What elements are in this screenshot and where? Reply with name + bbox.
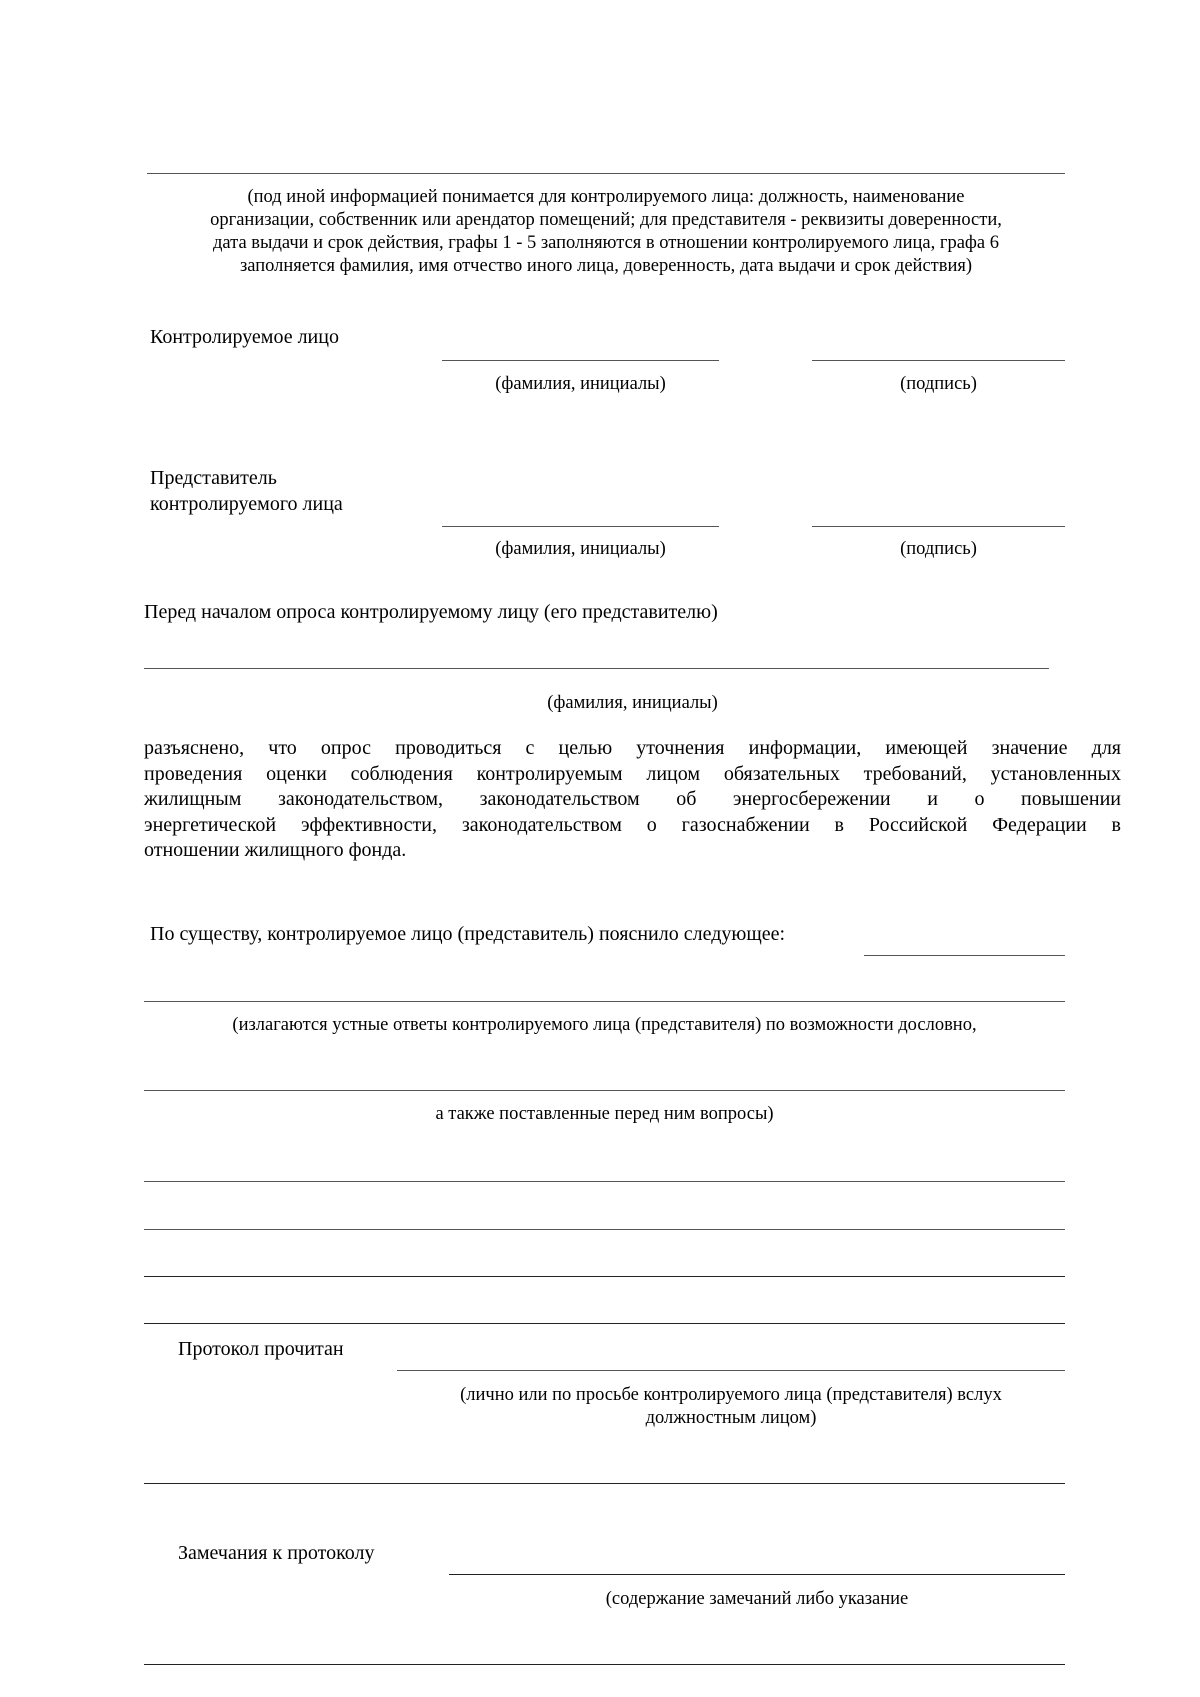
answers-line-field[interactable]	[144, 1229, 1065, 1230]
intro-note-line: заполняется фамилия, имя отчество иного лица, доверенность, дата выдачи и срок действия)	[239, 256, 973, 276]
controlled-person-signature-caption: (подпись)	[900, 374, 977, 394]
protocol-read-line-field[interactable]	[144, 1483, 1065, 1484]
representative-signature-caption: (подпись)	[900, 539, 977, 559]
protocol-read-caption-line: (лично или по просьбе контролируемого лица (представителя) вслух	[460, 1385, 1002, 1405]
controlled-person-signature-field[interactable]	[812, 360, 1065, 361]
remarks-field[interactable]	[449, 1574, 1065, 1575]
remarks-line-field[interactable]	[144, 1664, 1065, 1665]
remarks-caption: (содержание замечаний либо указание	[605, 1589, 909, 1609]
representative-name-field[interactable]	[442, 526, 719, 527]
answers-line-field[interactable]	[144, 1323, 1065, 1324]
explanation-paragraph	[144, 736, 1121, 864]
intro-note-line: организации, собственник или арендатор помещений; для представителя - реквизиты доверенности,	[210, 210, 1002, 230]
controlled-person-name-caption: (фамилия, инициалы)	[495, 374, 666, 394]
answers-label: По существу, контролируемое лицо (представитель) пояснило следующее:	[150, 923, 786, 945]
answers-line-field[interactable]	[144, 1001, 1065, 1002]
top-rule	[147, 173, 1065, 174]
protocol-read-caption	[397, 1384, 1065, 1430]
representative-name-caption: (фамилия, инициалы)	[495, 539, 666, 559]
answers-first-line-field[interactable]	[864, 955, 1065, 956]
controlled-person-label: Контролируемое лицо	[150, 326, 339, 348]
controlled-person-name-field[interactable]	[442, 360, 719, 361]
answers-caption-line2: а также поставленные перед ним вопросы)	[435, 1104, 774, 1124]
explanation-line: разъяснено, что опрос проводиться с целью уточнения информации, имеющей значение для	[144, 737, 1121, 759]
before-survey-text: Перед началом опроса контролируемому лицу (его представителю)	[144, 601, 718, 623]
answers-line-field[interactable]	[144, 1181, 1065, 1182]
answers-caption-line1: (излагаются устные ответы контролируемого лица (представителя) по возможности дословно,	[232, 1015, 977, 1035]
answers-line-field[interactable]	[144, 1276, 1065, 1277]
explanation-line: энергетической эффективности, законодательством о газоснабжении в Российской Федерации в	[144, 813, 1121, 836]
representative-label-line: Представитель	[150, 467, 277, 489]
representative-label	[150, 466, 343, 516]
protocol-read-label: Протокол прочитан	[178, 1338, 344, 1360]
representative-signature-field[interactable]	[812, 526, 1065, 527]
answers-line-field[interactable]	[144, 1090, 1065, 1091]
intro-note-line: дата выдачи и срок действия, графы 1 - 5 заполняются в отношении контролируемого лица, графа 6	[213, 233, 999, 253]
protocol-read-field[interactable]	[397, 1370, 1065, 1371]
remarks-label: Замечания к протоколу	[178, 1542, 375, 1564]
protocol-read-caption-line: должностным лицом)	[645, 1408, 817, 1428]
explanation-line: отношении жилищного фонда.	[144, 839, 407, 861]
intro-note	[147, 186, 1065, 278]
explanation-line: проведения оценки соблюдения контролируемым лицом обязательных требований, установленных	[144, 762, 1121, 785]
before-survey-name-caption: (фамилия, инициалы)	[547, 693, 718, 713]
intro-note-line: (под иной информацией понимается для контролируемого лица: должность, наименование	[247, 187, 965, 207]
representative-label-line: контролируемого лица	[150, 493, 343, 515]
explanation-line: жилищным законодательством, законодательством об энергосбережении и о повышении	[144, 788, 1121, 810]
before-survey-name-field[interactable]	[144, 668, 1049, 669]
